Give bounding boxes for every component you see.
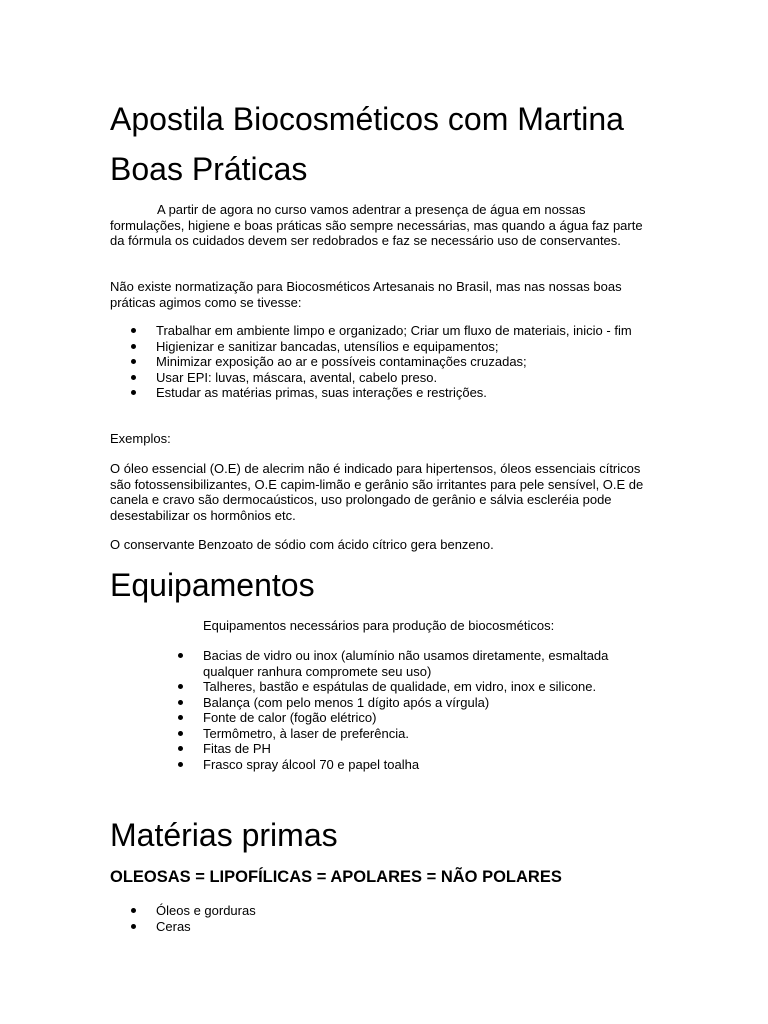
list-item: Usar EPI: luvas, máscara, avental, cabelo preso. [156,370,656,386]
list-item: Frasco spray álcool 70 e papel toalha [203,757,653,773]
list-item: Minimizar exposição ao ar e possíveis contaminações cruzadas; [156,354,656,370]
section-heading-materias-primas: Matérias primas [110,817,338,853]
list-item: Trabalhar em ambiente limpo e organizado; Criar um fluxo de materiais, inicio - fim [156,323,656,339]
list-item: Estudar as matérias primas, suas interações e restrições. [156,385,656,401]
section-heading-boas-praticas: Boas Práticas [110,151,308,187]
examples-label: Exemplos: [110,431,171,446]
list-item: Bacias de vidro ou inox (alumínio não usamos diretamente, esmaltada qualquer ranhura compromete seu uso) [203,648,653,679]
equipment-intro: Equipamentos necessários para produção de biocosméticos: [203,618,555,633]
list-item: Óleos e gorduras [156,903,606,919]
document-title: Apostila Biocosméticos com Martina [110,101,624,137]
list-item: Balança (com pelo menos 1 dígito após a vírgula) [203,695,653,711]
list-item: Talheres, bastão e espátulas de qualidade, em vidro, inox e silicone. [203,679,653,695]
benzoate-paragraph: O conservante Benzoato de sódio com ácido cítrico gera benzeno. [110,537,494,552]
list-item: Ceras [156,919,606,935]
subheading-oleosas: OLEOSAS = LIPOFÍLICAS = APOLARES = NÃO POLARES [110,868,562,886]
list-item: Higienizar e sanitizar bancadas, utensílios e equipamentos; [156,339,656,355]
raw-materials-list [156,903,606,934]
equipment-list [203,648,653,772]
intro-paragraph: A partir de agora no curso vamos adentrar a presença de água em nossas formulações, higiene e boas práticas são sempre necessárias, mas quando a água faz parte da fórmula os cuidados devem ser redobrados e faz se necessário uso de conservantes. [110,202,643,248]
list-item: Fitas de PH [203,741,653,757]
list-item: Fonte de calor (fogão elétrico) [203,710,653,726]
list-item: Termômetro, à laser de preferência. [203,726,653,742]
normatization-paragraph: Não existe normatização para Biocosméticos Artesanais no Brasil, mas nas nossas boas práticas agimos como se tivesse: [110,279,622,310]
good-practices-list [156,323,656,401]
example-paragraph: O óleo essencial (O.E) de alecrim não é indicado para hipertensos, óleos essenciais cítricos são fotossensibilizantes, O.E capim-limão e gerânio são irritantes para pele sensível, O.E de canela e cravo são dermocaústicos, uso prolongado de gerânio e sálvia escleréia pode desestabilizar os hormônios etc. [110,461,644,523]
section-heading-equipamentos: Equipamentos [110,567,315,603]
